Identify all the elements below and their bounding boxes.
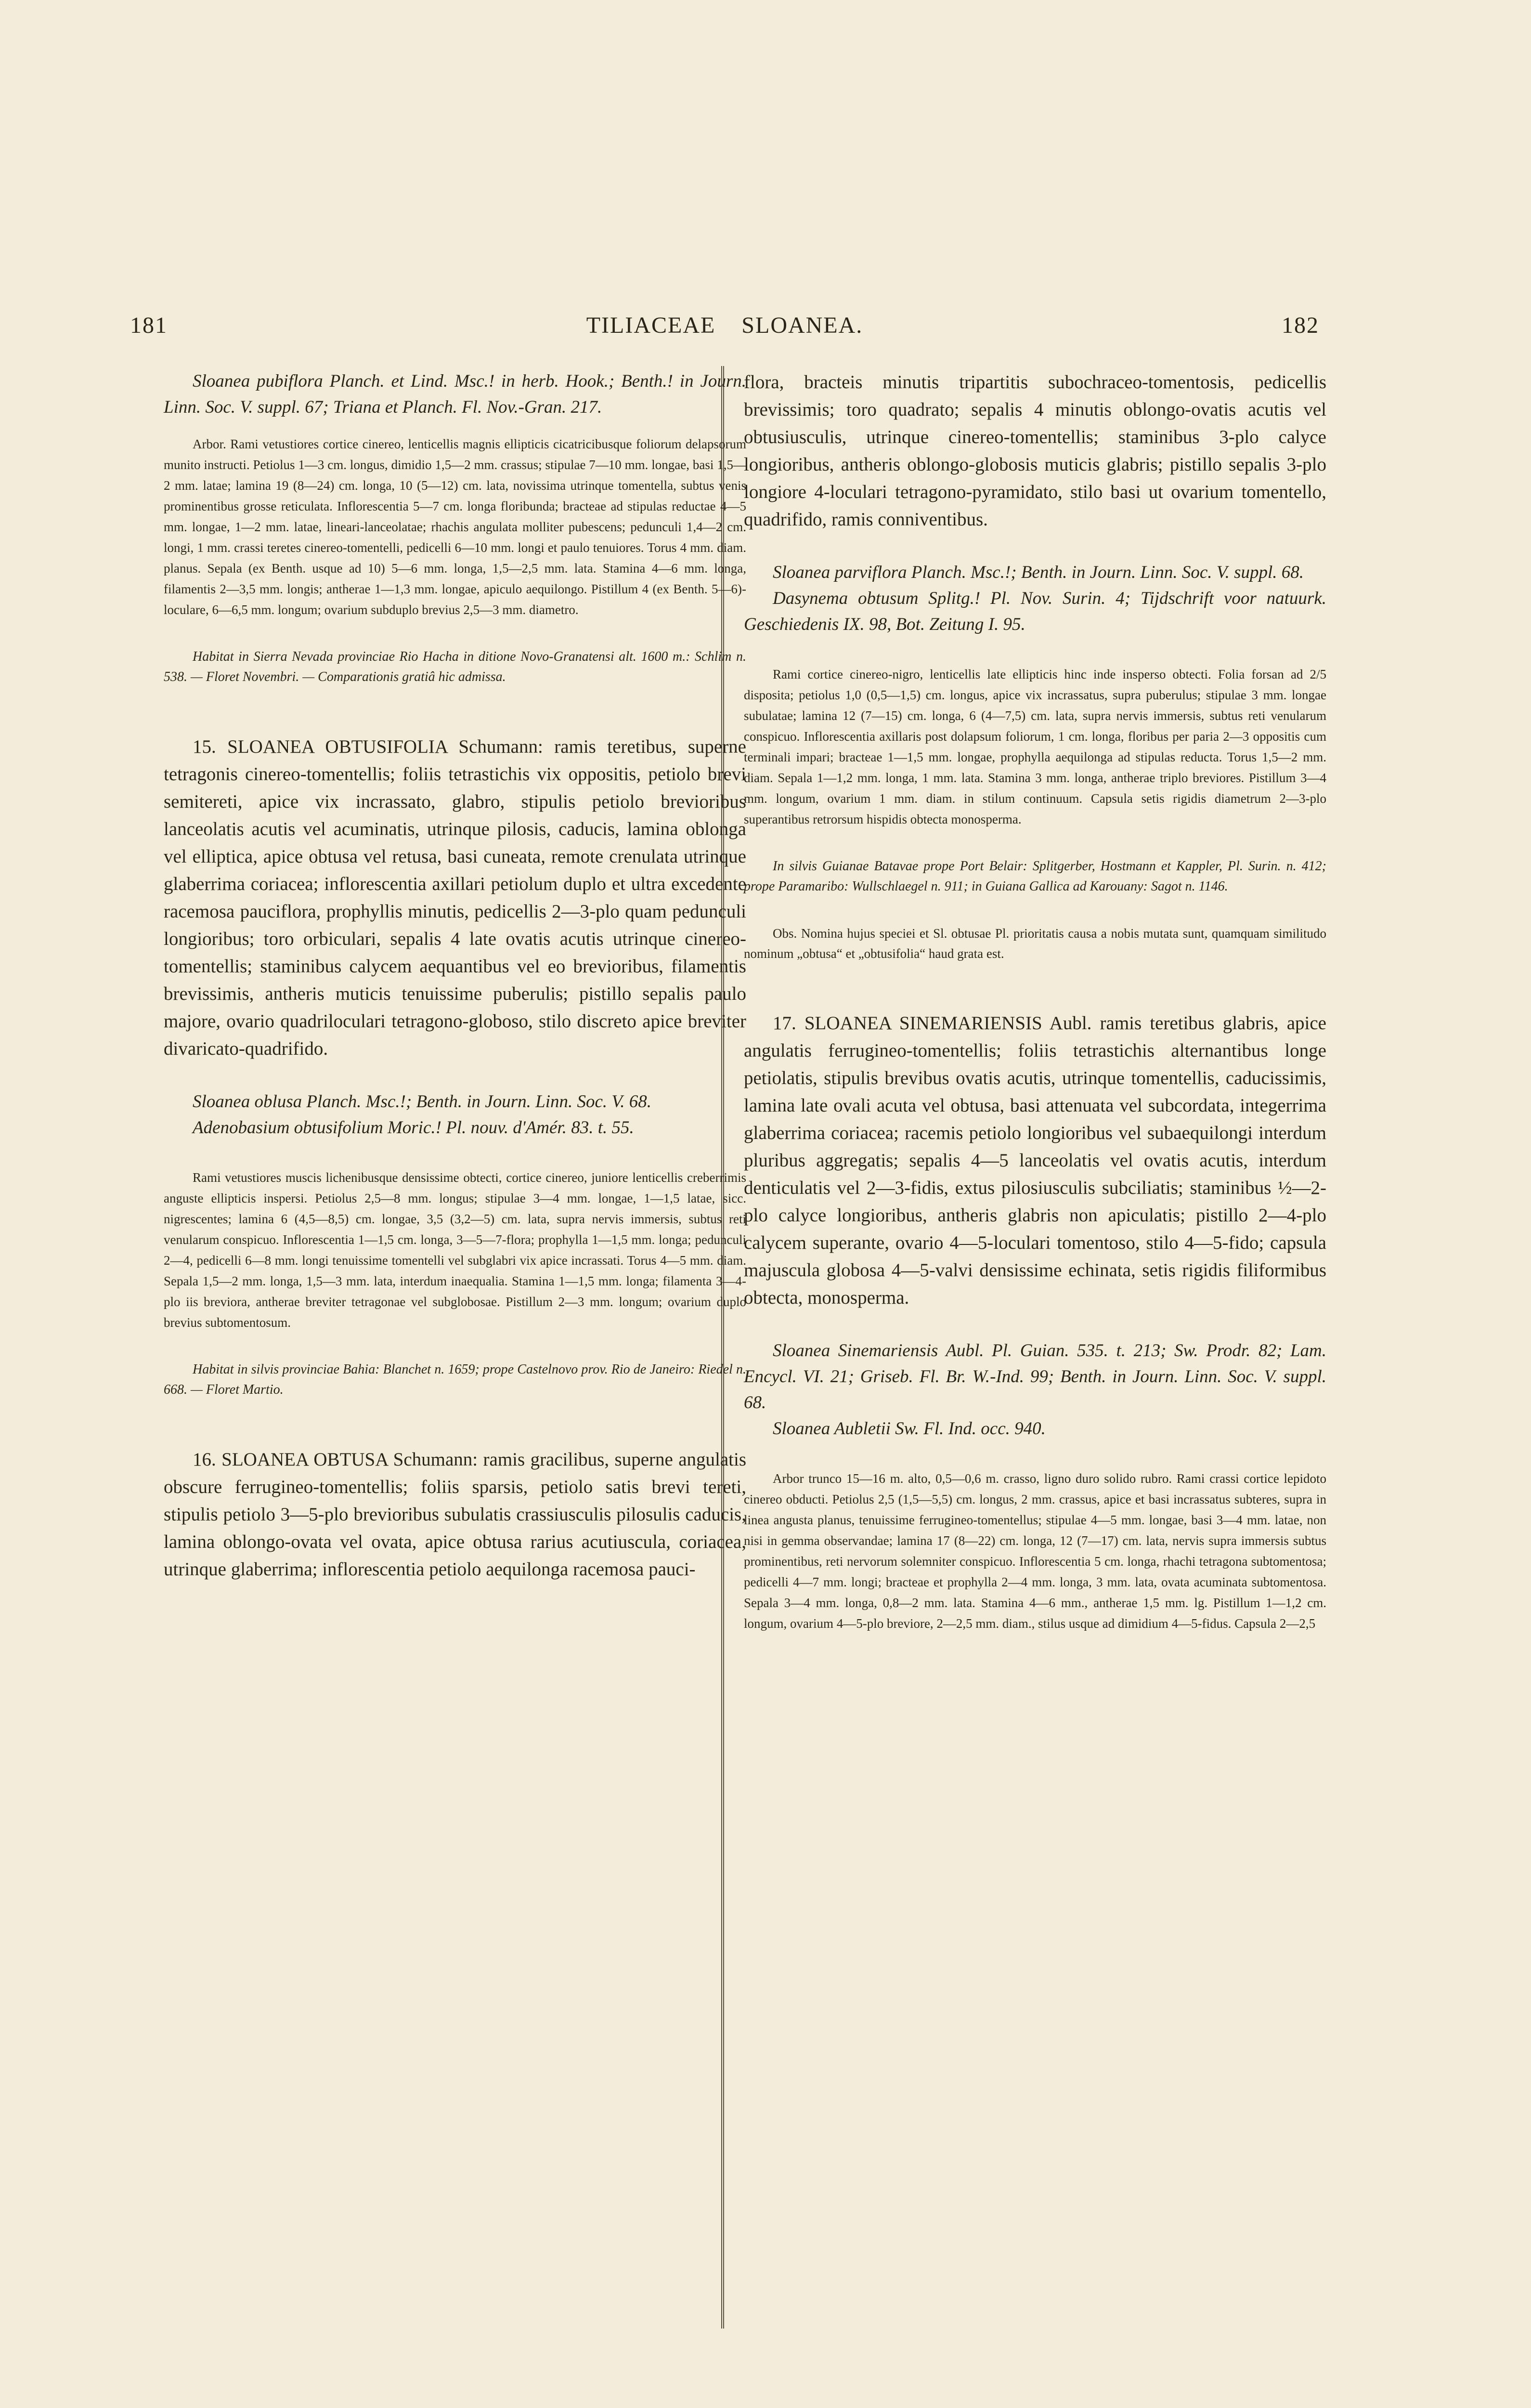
description-17: Arbor trunco 15—16 m. alto, 0,5—0,6 m. crasso, ligno duro solido rubro. Rami crassi cortice lepidoto cinereo obducti. Petiolus 2,5 (1,5—5,5) cm. longus, 2 mm. crassus, apice et basi incrassatus subteres, supra in linea angusta planus, tenuissime ferrugineo-tomentellus; stipulae 4—5 mm. longae, basi 3—4 mm. latae, non nisi in gemma observandae; lamina 17 (8—22) cm. longa, 12 (7—17) cm. lata, nervis supra immersis subtus prominentibus, reti nervorum solemniter conspicuo. Inflorescentia 5 cm. longa, rhachi tetragona subtomentosa; pedicelli 4—7 mm. longi; bracteae et prophylla 2—4 mm. longa, 3 mm. lata, ovata acuminata subtomentosa. Sepala 3—4 mm. longa, 0,8—2 mm. lata. Stamina 4—6 mm., antherae 1,5 mm. lg. Pistillum 1—1,2 cm. longum, ovarium 4—5-plo breviore, 2—2,5 mm. diam., stilus usque ad dimidium 4—5-fidus. Capsula 2—2,5 (744, 1471, 1326, 1631)
description-15: Rami vetustiores muscis lichenibusque densissime obtecti, cortice cinereo, juniore lenticellis creberrimis anguste ellipticis inspersi. Petiolus 2,5—8 mm. longus; stipulae 3—4 mm. longae, 1—1,5 latae, sicc. nigrescentes; lamina 6 (4,5—8,5) cm. longae, 3,5 (3,2—5) cm. lata, supra nervis immersis, subtus reti venularum conspicuo. Inflorescentia 1—1,5 cm. longa, 3—5—7-flora; prophylla 1—1,5 mm. longa; pedunculi 2—4, pedicelli 6—8 mm. longi tenuissime tomentelli vel subglabri vix apice incrassati. Torus 4—5 mm. diam. Sepala 1,5—2 mm. longa, 1,5—3 mm. lata, interdum inaequalia. Stamina 1—1,5 mm. longa; filamenta 3—4-plo iis breviora, antherae breviter tetragonae vel subglobosae. Pistillum 2—3 mm. longum; ovarium duplo brevius subtomentosum. (164, 1170, 746, 1330)
description-16: Rami cortice cinereo-nigro, lenticellis late ellipticis hinc inde inspersо obtecti. Folia forsan ad 2/5 disposita; petiolus 1,0 (0,5—1,5) cm. longus, apice vix incrassatus, supra puberulus; stipulae 3 mm. longae subulatae; lamina 12 (7—15) cm. longa, 6 (4—7,5) cm. lata, supra nervis immersis, subtus reti venularum conspicuo. Inflorescentia axillaris post dolapsum foliorum, 1 cm. longa, floribus per paria 2—3 oppositis cum terminali impari; bracteae 1—1,5 mm. longae, prophylla aequilonga ad stipulas reducta. Torus 1,5—2 mm. diam. Sepala 1—1,2 mm. longa, 1 mm. lata. Stamina 3 mm. longa, antherae triplo breviores. Pistillum 3—4 mm. longum, ovarium 1 mm. diam. in stilum continuum. Capsula setis rigidis diametrum 2—3-plo superantibus retrorsum hispidis obtecta monosperma. (744, 667, 1326, 826)
habitat-15: Habitat in silvis provinciae Bahia: Blanchet n. 1659; prope Castelnovo prov. Rio de Janeiro: Riedel n. 668. — Floret Martio. (164, 1362, 746, 1397)
synonym-15b: Adenobasium obtusifolium Moric.! Pl. nouv. d'Amér. 83. t. 55. (193, 1118, 634, 1138)
left-column (164, 368, 746, 1583)
page-number-left: 181 (130, 313, 168, 338)
synonym-15a: Sloanea oblusa Planch. Msc.!; Benth. in Journ. Linn. Soc. V. 68. (193, 1092, 651, 1112)
habitat-16: In silvis Guianae Batavae prope Port Belair: Splitgerber, Hostmann et Kappler, Pl. Surin. n. 412; prope Paramaribo: Wullschlaegel n. 911; in Guiana Gallica ad Karouany: Sagot n. 1146. (744, 859, 1326, 894)
species-15-diagnosis: 15. SLOANEA OBTUSIFOLIA Schumann: ramis teretibus, superne tetragonis cinereo-tomentellis; foliis tetrastichis vix oppositis, petiolo brevi semitereti, apice vix incrassato, glabro, stipulis petiolo brevioribus lanceolatis acutis vel acuminatis, utrinque pilosis, caducis, lamina oblonga vel elliptica, apice obtusa vel retusa, basi cuneata, remote crenulata utrinque glaberrima coriacea; inflorescentia axillari petiolum duplo et ultra excedente racemosa pauciflora, prophyllis minutis, pedicellis 2—3-plo quam pedunculi longioribus; toro orbiculari, sepalis 4 late ovatis acutis utrinque cinereo-tomentellis; staminibus calycem aequantibus vel eo brevioribus, filamentis brevissimis, antheris muticis tenuissime puberulis; pistillo sepalis paulo majore, ovario quadriloculari tetragono-globoso, stilo discreto apice breviter divaricato-quadrifido. (164, 736, 746, 1059)
synonym-16a: Sloanea parviflora Planch. Msc.!; Benth. in Journ. Linn. Soc. V. suppl. 68. (773, 563, 1304, 582)
page-header (130, 312, 1319, 341)
species-16-diagnosis-continued: flora, bracteis minutis tripartitis subochraceo-tomentosis, pedicellis brevissimis; toro quadrato; sepalis 4 minutis oblongo-ovatis acutis vel obtusiusculis, utrinque cinereo-tomentellis; staminibus 3-plo calyce longioribus, antheris oblongo-globosis muticis glabris; pistillo sepalis 3-plo longiore 4-loculari tetragono-pyramidato, stilo basi ut ovarium tomentello, quadrifido, ramis conniventibus. (744, 372, 1326, 530)
right-column (744, 368, 1326, 1634)
synonym-16b: Dasynema obtusum Splitg.! Pl. Nov. Surin. 4; Tijdschrift voor natuurk. Geschiedenis IX. 98, Bot. Zeitung I. 95. (744, 589, 1326, 634)
description-pubiflora: Arbor. Rami vetustiores cortice cinereo, lenticellis magnis ellipticis cicatricibusque foliorum delapsorum munito instructi. Petiolus 1—3 cm. longus, dimidio 1,5—2 mm. crassus; stipulae 7—10 mm. longae, basi 1,5—2 mm. latae; lamina 19 (8—24) cm. longa, 10 (5—12) cm. lata, novissima utrinque tomentella, subtus venis prominentibus grosse reticulata. Inflorescentia 5—7 cm. longa floribunda; bracteae ad stipulas reductae 4—5 mm. longae, 1—2 mm. latae, lineari-lanceolatae; rhachis angulata molliter pubescens; pedunculi 1,4—2 cm. longi, 1 mm. crassi teretes cinereo-tomentelli, pedicelli 6—10 mm. longi et paulo tenuiores. Torus 4 mm. diam. planus. Sepala (ex Benth. usque ad 10) 5—6 mm. longa, 1,5—2,5 mm. lata. Stamina 4—6 mm. longa, filamentis 2—3,5 mm. longis; antherae 1—1,3 mm. longae, apiculo aequilongo. Pistillum 4 (ex Benth. 5—6)-loculare, 6—6,5 mm. longum; ovarium subduplo brevius 2,5—3 mm. diametro. (164, 437, 746, 617)
observation-16: Obs. Nomina hujus speciei et Sl. obtusae Pl. prioritatis causa a nobis mutata sunt, quamquam similitudo nominum „obtusa“ et „obtusifolia“ haud grata est. (744, 926, 1326, 961)
page-number-right: 182 (1282, 313, 1319, 338)
species-16-diagnosis: 16. SLOANEA OBTUSA Schumann: ramis gracilibus, superne angulatis obscure ferrugineo-tomentellis; foliis sparsis, petiolo satis brevi tereti, stipulis petiolo 3—5-plo brevioribus subulatis crassiusculis pilosulis caducis, lamina oblongo-ovata vel ovata, apice obtusa rarius acutiuscula, coriacea, utrinque glaberrima; inflorescentia petiolo aequilonga racemosa pauci- (164, 1449, 746, 1580)
habitat-pubiflora: Habitat in Sierra Nevada provinciae Rio Hacha in ditione Novo-Granatensi alt. 1600 m.: Schlim n. 538. — Floret Novembri. — Comparationis gratiâ hic admissa. (164, 649, 746, 684)
synonym-17a: Sloanea Sinemariensis Aubl. Pl. Guian. 535. t. 213; Sw. Prodr. 82; Lam. Encycl. VI. 21; Griseb. Fl. Br. W.-Ind. 99; Benth. in Journ. Linn. Soc. V. suppl. 68. (744, 1341, 1326, 1413)
synonym-17b: Sloanea Aubletii Sw. Fl. Ind. occ. 940. (773, 1419, 1046, 1439)
running-title: TILIACEAE SLOANEA. (586, 313, 863, 338)
species-17-diagnosis: 17. SLOANEA SINEMARIENSIS Aubl. ramis teretibus glabris, apice angulatis ferrugineo-tomentellis; foliis tetrastichis alternantibus longe petiolatis, stipulis brevibus ovatis acutis, utrinque tomentellis, caducissimis, lamina late ovali acuta vel obtusa, basi attenuata vel subcordata, integerrima glaberrima coriacea; racemis petiolo longioribus vel subaequilongi interdum pluribus aggregatis; sepalis 4—5 lanceolatis vel ovatis acutis, interdum denticulatis vel 2—3-fidis, extus pilosiusculis subciliatis; staminibus ½—2-plo calyce longioribus, antheris glabris non apiculatis; pistillo 2—4-plo calycem superante, ovario 4—5-loculari tomentoso, stilo 4—5-fido; capsula majuscula globosa 4—5-valvi densissime echinata, setis rigidis filiformibus obtecta, monosperma. (744, 1013, 1326, 1308)
synonym-pubiflora: Sloanea pubiflora Planch. et Lind. Msc.! in herb. Hook.; Benth.! in Journ. Linn. Soc. V. suppl. 67; Triana et Planch. Fl. Nov.-Gran. 217. (164, 371, 746, 417)
